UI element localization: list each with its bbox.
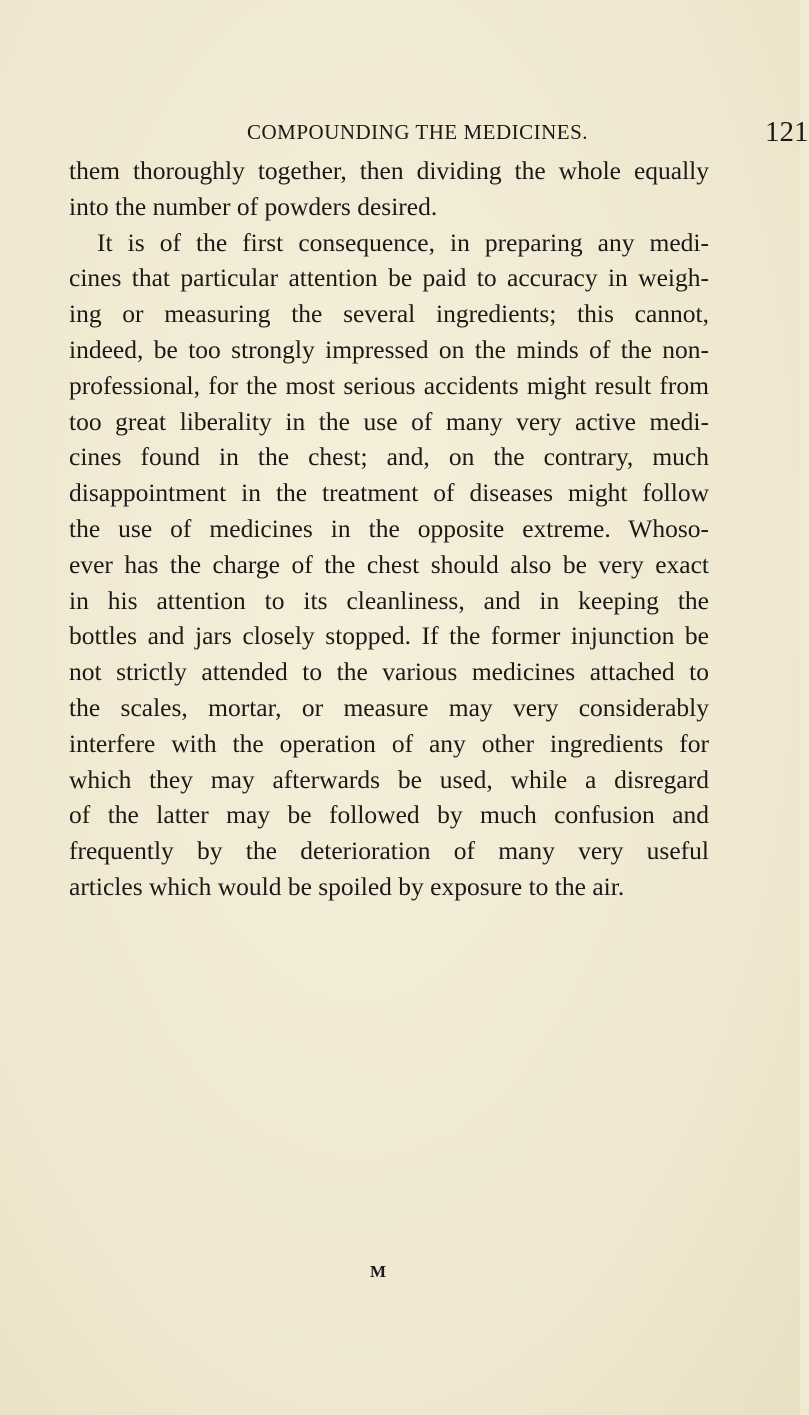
text-line: not strictly attended to the various medicines attached to <box>69 657 709 687</box>
text-line: of the latter may be followed by much confusion and <box>69 800 709 830</box>
text-line: the use of medicines in the opposite extreme. Whoso- <box>69 513 709 543</box>
running-head <box>247 116 809 150</box>
text-line: ever has the charge of the chest should also be very exact <box>69 549 709 579</box>
text-line: ing or measuring the several ingredients; this cannot, <box>69 299 709 329</box>
text-line: articles which would be spoiled by exposure to the air. <box>69 871 625 901</box>
text-line: cines found in the chest; and, on the contrary, much <box>69 442 709 472</box>
text-line: cines that particular attention be paid to accuracy in weigh- <box>69 263 709 293</box>
signature-mark: M <box>370 1262 387 1281</box>
text-line: too great liberality in the use of many very active medi- <box>69 406 709 436</box>
text-line: disappointment in the treatment of diseases might follow <box>69 478 709 508</box>
text-line: interfere with the operation of any other ingredients for <box>69 728 709 758</box>
running-title: COMPOUNDING THE MEDICINES. <box>247 120 589 144</box>
text-line: professional, for the most serious accidents might result from <box>69 370 709 400</box>
text-line: into the number of powders desired. <box>69 191 438 221</box>
text-line: them thoroughly together, then dividing the whole equally <box>69 156 709 185</box>
text-line: which they may afterwards be used, while a disregard <box>69 764 709 794</box>
text-line: in his attention to its cleanliness, and in keeping the <box>69 585 709 615</box>
text-line: indeed, be too strongly impressed on the minds of the non- <box>69 334 709 364</box>
text-line: It is of the first consequence, in preparing any medi- <box>97 227 709 257</box>
text-line: frequently by the deterioration of many very useful <box>69 836 709 866</box>
text-line: bottles and jars closely stopped. If the former injunction be <box>69 621 709 651</box>
text-line: the scales, mortar, or measure may very considerably <box>69 692 709 722</box>
body-text <box>69 153 709 905</box>
page-number: 121 <box>765 116 809 148</box>
